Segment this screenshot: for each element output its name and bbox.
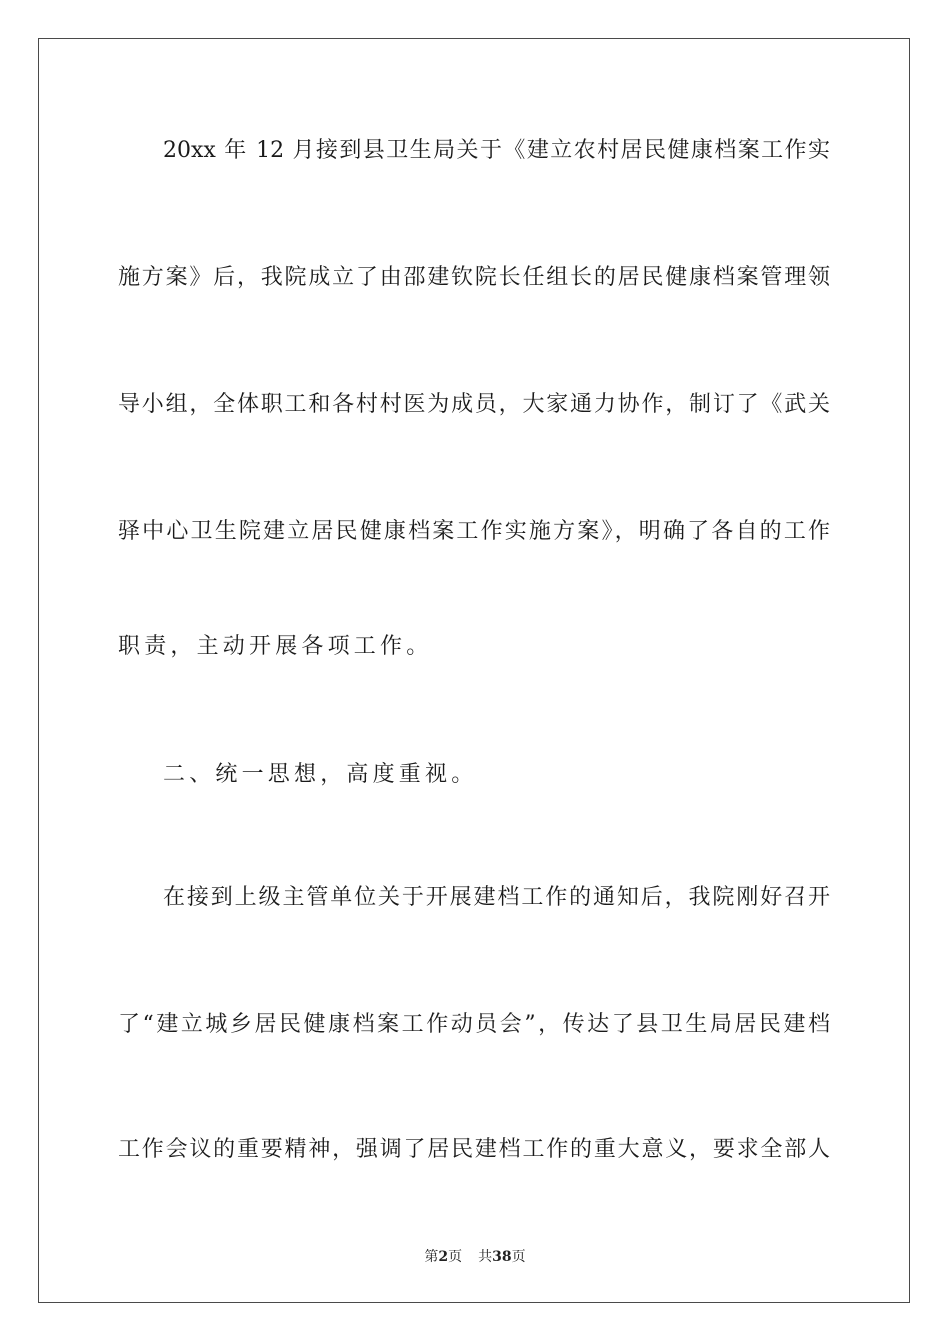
total-prefix: 共 [478, 1249, 493, 1265]
paragraph-line: 工作会议的重要精神，强调了居民建档工作的重大意义，要求全部人 [118, 1137, 830, 1162]
paragraph-line: 驿中心卫生院建立居民健康档案工作实施方案》，明确了各自的工作 [118, 519, 830, 544]
page-number: 2 [438, 1249, 449, 1265]
paragraph-line: 了“建立城乡居民健康档案工作动员会”，传达了县卫生局居民建档 [118, 1012, 830, 1037]
page-prefix: 第 [424, 1249, 439, 1265]
paragraph-line: 施方案》后，我院成立了由邵建钦院长任组长的居民健康档案管理领 [118, 265, 830, 290]
page-footer [0, 1247, 950, 1267]
section-heading: 二、统一思想，高度重视。 [163, 762, 478, 787]
total-suffix: 页 [511, 1249, 526, 1265]
page-border [38, 38, 910, 1303]
paragraph-line: 在接到上级主管单位关于开展建档工作的通知后，我院刚好召开 [163, 885, 830, 910]
paragraph-line: 职责，主动开展各项工作。 [118, 634, 433, 659]
paragraph-line: 20xx 年 12 月接到县卫生局关于《建立农村居民健康档案工作实 [163, 138, 830, 163]
paragraph-line: 导小组，全体职工和各村村医为成员，大家通力协作，制订了《武关 [118, 392, 830, 417]
total-pages: 38 [492, 1249, 512, 1265]
page-suffix: 页 [448, 1249, 463, 1265]
